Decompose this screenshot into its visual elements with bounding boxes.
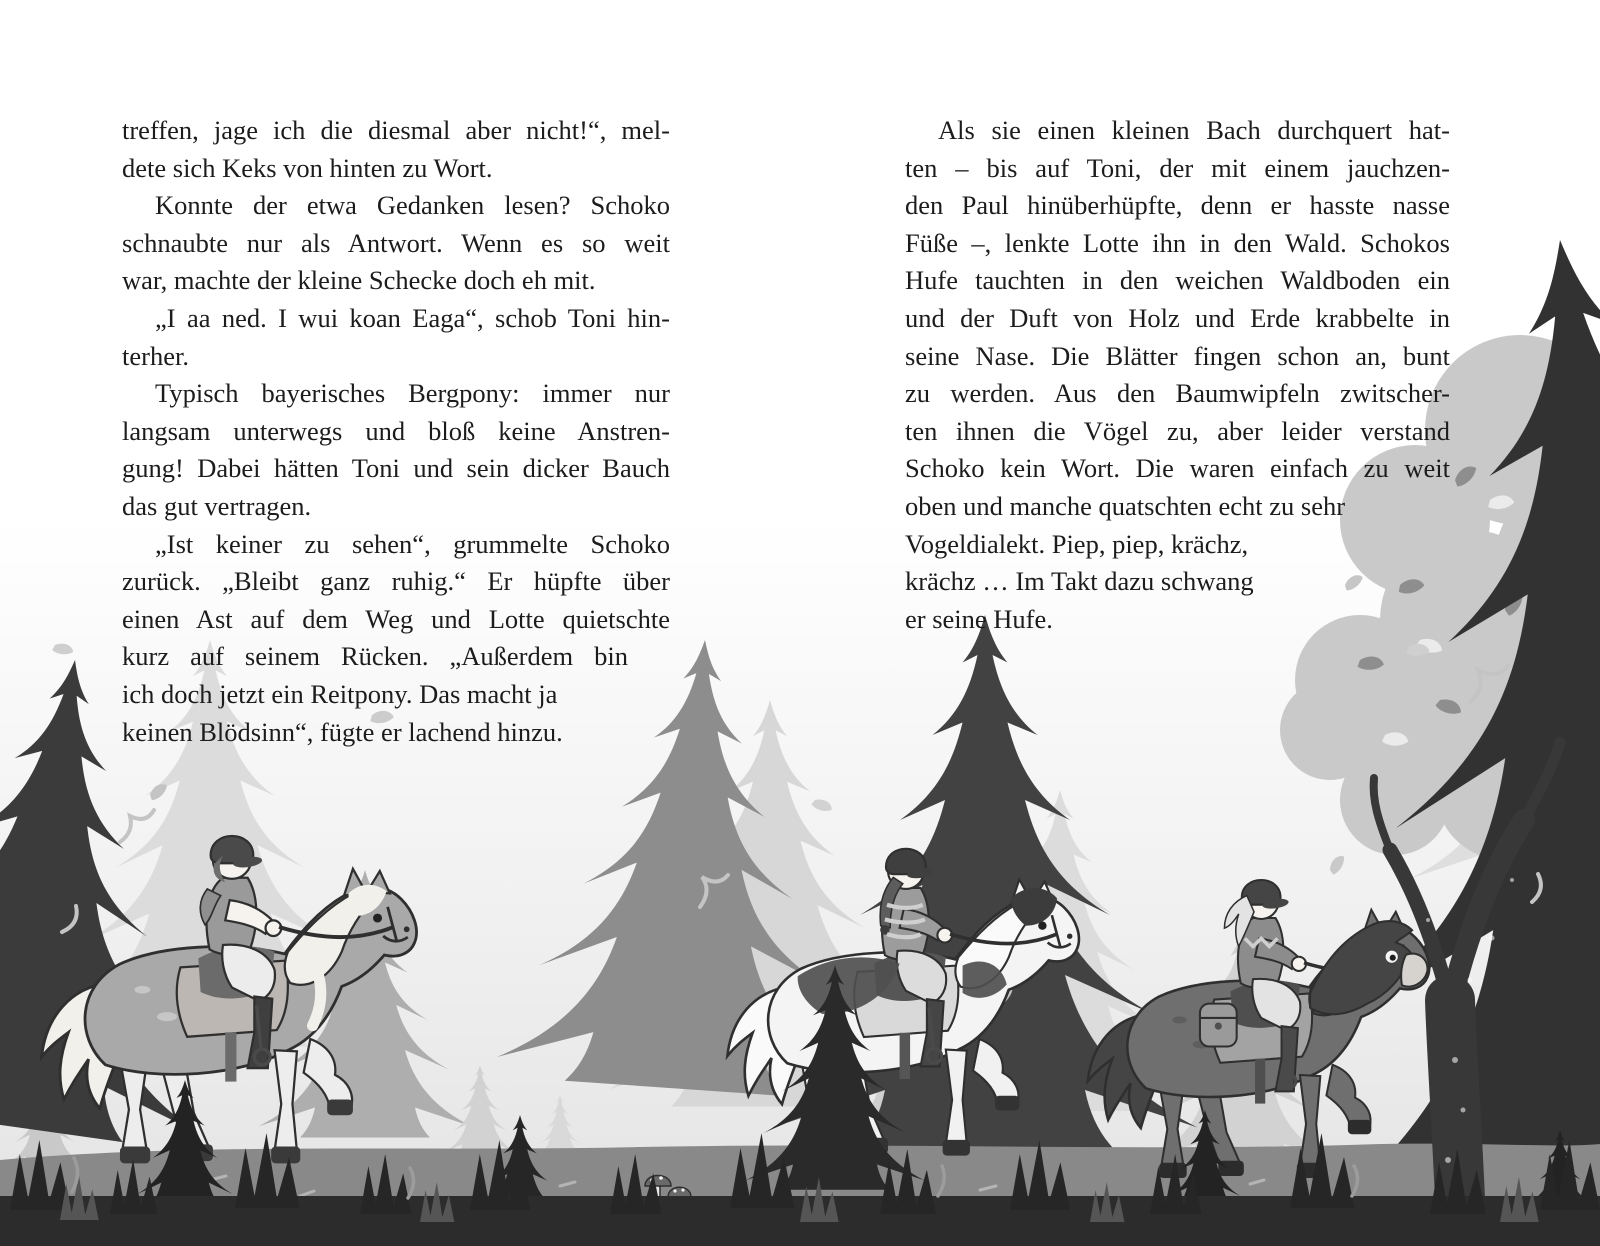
text-line: Als sie einen kleinen Bach durchquert hat- — [938, 115, 1450, 145]
text-line: Vogeldialekt. Piep, piep, krächz, — [905, 528, 1249, 559]
text-line: ten – bis auf Toni, der mit einem jauchzen- — [905, 152, 1450, 183]
text-line: terher. — [122, 340, 189, 371]
text-line: ten ihnen die Vögel zu, aber leider verstand — [905, 415, 1450, 446]
text-line: krächz … Im Takt dazu schwang — [905, 566, 1254, 597]
text-line: treffen, jage ich die diesmal aber nicht!“, mel- — [122, 115, 670, 145]
text-line: den Paul hinüberhüpfte, denn er hasste nasse — [905, 190, 1450, 221]
text-line: zu werden. Aus den Baumwipfeln zwitscher- — [905, 378, 1450, 409]
text-line: Schoko kein Wort. Die waren einfach zu weit — [905, 453, 1450, 484]
text-line: kurz auf seinem Rücken. „Außerdem bin — [122, 641, 628, 672]
text-line: Typisch bayerisches Bergpony: immer nur — [155, 378, 670, 409]
text-line: „Ist keiner zu sehen“, grummelte Schoko — [155, 528, 670, 559]
text-line: Konnte der etwa Gedanken lesen? Schoko — [155, 190, 670, 221]
text-line: gung! Dabei hätten Toni und sein dicker Bauch — [122, 453, 670, 484]
text-line: keinen Blödsinn“, fügte er lachend hinzu. — [122, 716, 563, 747]
text-line: Hufe tauchten in den weichen Waldboden ein — [905, 265, 1450, 296]
text-line: das gut vertragen. — [122, 490, 312, 521]
text-line: zurück. „Bleibt ganz ruhig.“ Er hüpfte über — [122, 566, 670, 597]
text-line: seine Nase. Die Blätter fingen schon an, bunt — [905, 340, 1450, 371]
left-page-text — [122, 112, 670, 751]
text-line: oben und manche quatschten echt zu sehr — [905, 490, 1346, 521]
text-line: und der Duft von Holz und Erde krabbelte in — [905, 302, 1450, 333]
right-page-text — [905, 112, 1450, 638]
text-line: schnaubte nur als Antwort. Wenn es so weit — [122, 227, 670, 258]
text-line: „I aa ned. I wui koan Eaga“, schob Toni hin- — [155, 302, 670, 333]
text-line: dete sich Keks von hinten zu Wort. — [122, 152, 493, 183]
text-line: ich doch jetzt ein Reitpony. Das macht ja — [122, 678, 558, 709]
text-line: einen Ast auf dem Weg und Lotte quietschte — [122, 603, 670, 634]
text-line: langsam unterwegs und bloß keine Anstren- — [122, 415, 670, 446]
text-line: Füße –, lenkte Lotte ihn in den Wald. Schokos — [905, 227, 1450, 258]
text-line: er seine Hufe. — [905, 603, 1053, 634]
text-line: war, machte der kleine Schecke doch eh mit. — [122, 265, 596, 296]
